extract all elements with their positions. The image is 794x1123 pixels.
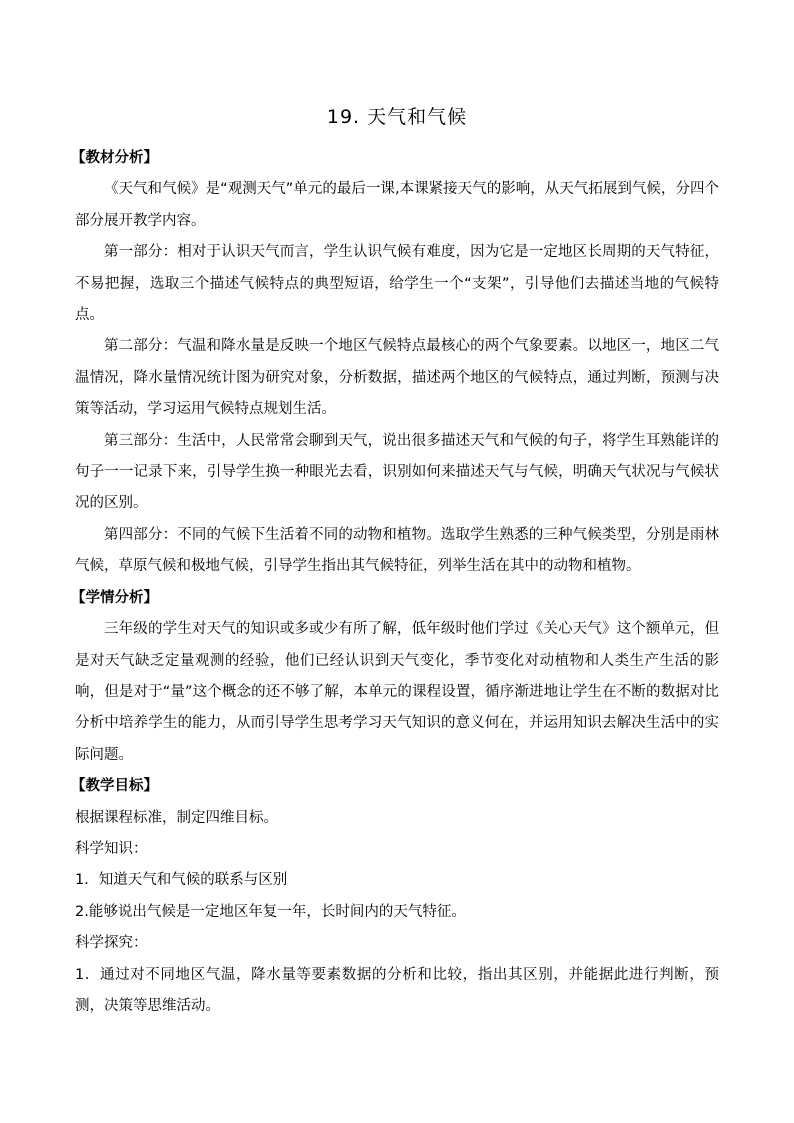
paragraph: 第一部分：相对于认识天气而言，学生认识气候有难度，因为它是一定地区长周期的天气特征，不易把握，选取三个描述气候特点的典型短语，给学生一个“支架”，引导他们去描述当地的气候特点。 — [75, 244, 719, 324]
section-heading-textbook-analysis: 【教材分析】 — [71, 150, 158, 166]
text-line: 科学知识： — [75, 840, 148, 857]
paragraph: 《天气和气候》是“观测天气”单元的最后一课,本课紧接天气的影响，从天气拓展到气候，分四个部分展开教学内容。 — [75, 181, 719, 229]
section-heading-teaching-goals: 【教学目标】 — [71, 778, 158, 795]
paragraph: 第四部分：不同的气候下生活着不同的动物和植物。选取学生熟悉的三种气候类型，分别是雨林气候，草原气候和极地气候，引导学生指出其气候特征，列举生活在其中的动物和植物。 — [75, 526, 719, 575]
section-heading-student-analysis: 【学情分析】 — [71, 589, 158, 606]
text-line: 根据课程标准，制定四维目标。 — [75, 809, 278, 826]
list-item: 1．知道天气和气候的联系与区别 — [75, 872, 288, 889]
list-item: 2.能够说出气候是一定地区年复一年，长时间内的天气特征。 — [75, 903, 466, 920]
paragraph: 三年级的学生对天气的知识或多或少有所了解，低年级时他们学过《关心天气》这个额单元，但是对天气缺乏定量观测的经验，他们已经认识到天气变化，季节变化对动植物和人类生产生活的影响，但是对于“量”这个概念的还不够了解，本单元的课程设置，循序渐进地让学生在不断的数据对比分析中培养学生的能力，从而引导学生思考学习天气知识的意义何在，并运用知识去解决生活中的实际问题。 — [75, 621, 719, 763]
list-item: 1．通过对不同地区气温，降水量等要素数据的分析和比较，指出其区别，并能据此进行判断，预测，决策等思维活动。 — [75, 966, 719, 1014]
text-line: 科学探究： — [75, 935, 148, 952]
paragraph: 第二部分：气温和降水量是反映一个地区气候特点最核心的两个气象要素。以地区一，地区二气温情况，降水量情况统计图为研究对象，分析数据，描述两个地区的气候特点，通过判断，预测与决策等活动，学习运用气候特点规划生活。 — [75, 338, 719, 418]
document-title: 19. 天气和气候 — [326, 106, 468, 128]
document-body — [71, 143, 719, 1022]
paragraph: 第三部分：生活中，人民常常会聊到天气，说出很多描述天气和气候的句子，将学生耳熟能详的句子一一记录下来，引导学生换一种眼光去看，识别如何来描述天气与气候，明确天气状况与气候状况的区别。 — [75, 432, 719, 512]
